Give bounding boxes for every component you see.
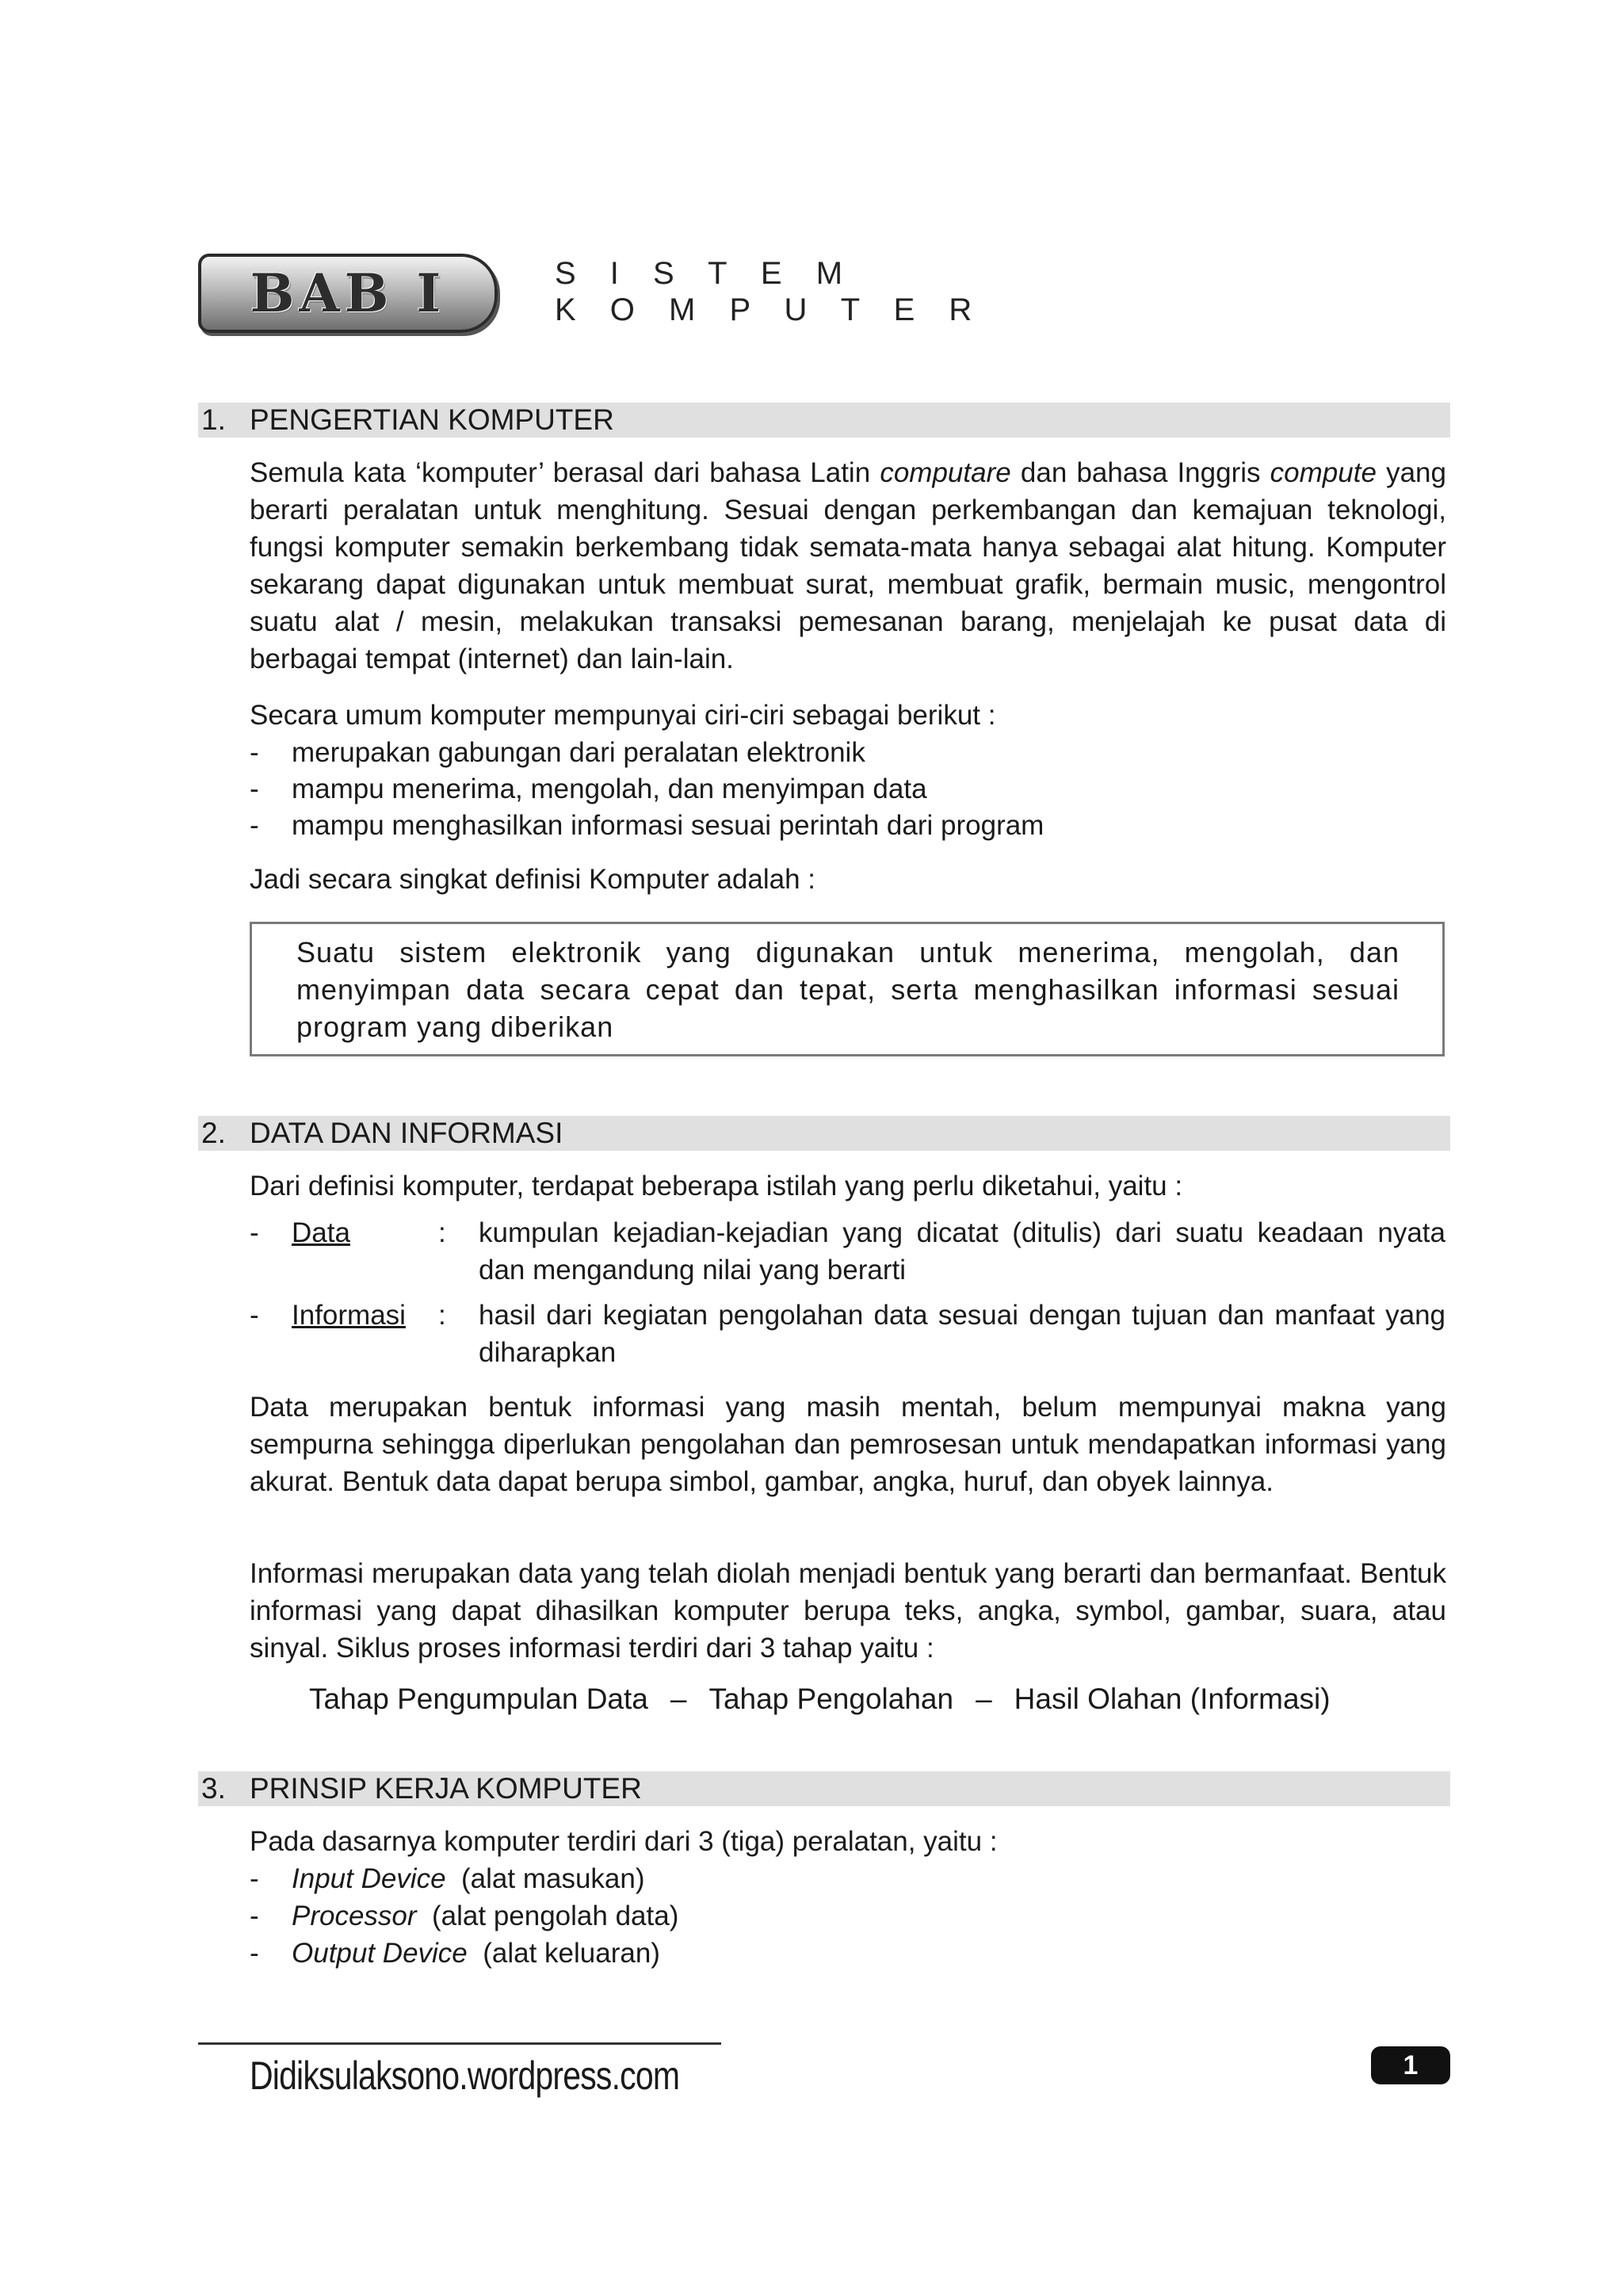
cycle-step-2: Tahap Pengolahan	[708, 1683, 954, 1715]
list-item: Output Device (alat keluaran)	[292, 1938, 660, 1969]
section-title: DATA DAN INFORMASI	[250, 1117, 563, 1149]
term-data-definition: kumpulan kejadian-kejadian yang dicatat (ditulis) dari suatu keadaan nyata dan mengandung nilai yang berarti	[479, 1217, 1445, 1286]
list-item: mampu menerima, mengolah, dan menyimpan data	[292, 774, 927, 804]
footer-site: Didiksulaksono.wordpress.com	[250, 2053, 680, 2098]
section-heading-2	[198, 1116, 1450, 1151]
section-title: PRINSIP KERJA KOMPUTER	[250, 1772, 642, 1805]
terms-intro: Dari definisi komputer, terdapat beberapa istilah yang perlu diketahui, yaitu :	[250, 1171, 1183, 1201]
list-item: merupakan gabungan dari peralatan elektronik	[292, 737, 865, 768]
chapter-badge-label: BAB I	[250, 262, 446, 324]
term-informasi-definition: hasil dari kegiatan pengolahan data sesuai dengan tujuan dan manfaat yang diharapkan	[479, 1300, 1445, 1368]
bullet-dash: -	[250, 1901, 259, 1931]
bullet-dash: -	[250, 737, 259, 768]
chapter-title-line2: K O M P U T E R	[555, 292, 985, 327]
section-number: 2.	[201, 1117, 226, 1149]
chapter-badge	[198, 254, 498, 333]
devices-intro: Pada dasarnya komputer terdiri dari 3 (tiga) peralatan, yaitu :	[250, 1826, 998, 1857]
chapter-title	[555, 255, 984, 328]
bullet-dash: -	[250, 1938, 259, 1969]
term-data: Data	[292, 1217, 350, 1248]
page-number: 1	[1371, 2046, 1450, 2084]
paragraph-informasi: Informasi merupakan data yang telah diolah menjadi bentuk yang berarti dan bermanfaat. Bentuk informasi yang dapat dihasilkan komputer berupa teks, angka, symbol, gambar, suara, atau sinyal. Siklus proses informasi terdiri dari 3 tahap yaitu :	[250, 1558, 1446, 1664]
features-intro: Secara umum komputer mempunyai ciri-ciri sebagai berikut :	[250, 700, 996, 731]
term-colon: :	[438, 1217, 446, 1248]
paragraph-data: Data merupakan bentuk informasi yang masih mentah, belum mempunyai makna yang sempurna sehingga diperlukan pengolahan dan pemrosesan untuk mendapatkan informasi yang akurat. Bentuk data dapat berupa simbol, gambar, angka, huruf, dan obyek lainnya.	[250, 1392, 1446, 1497]
bullet-dash: -	[250, 774, 259, 804]
bullet-dash: -	[250, 810, 259, 841]
bullet-dash: -	[250, 1863, 259, 1894]
term-informasi: Informasi	[292, 1300, 406, 1331]
cycle-step-3: Hasil Olahan (Informasi)	[1014, 1683, 1331, 1715]
section-number: 3.	[201, 1772, 226, 1805]
section-heading-3	[198, 1771, 1450, 1806]
definition-intro: Jadi secara singkat definisi Komputer adalah :	[250, 864, 816, 895]
cycle-separator: –	[976, 1683, 992, 1715]
cycle-separator: –	[670, 1683, 687, 1715]
footer-rule	[198, 2042, 721, 2045]
cycle-step-1: Tahap Pengumpulan Data	[309, 1683, 648, 1715]
definition-text: Suatu sistem elektronik yang digunakan untuk menerima, mengolah, dan menyimpan data secara cepat dan tepat, serta menghasilkan informasi sesuai program yang diberikan	[296, 936, 1400, 1043]
paragraph-komputer-origin: Semula kata ‘komputer’ berasal dari bahasa Latin computare dan bahasa Inggris compute yang berarti peralatan untuk menghitung. Sesuai dengan perkembangan dan kemajuan teknologi, fungsi komputer semakin berkembang tidak semata-mata hanya sebagai alat hitung. Komputer sekarang dapat digunakan untuk membuat surat, membuat grafik, bermain music, mengontrol suatu alat / mesin, melakukan transaksi pemesanan barang, menjelajah ke pusat data di berbagai tempat (internet) dan lain-lain.	[250, 457, 1446, 674]
term-colon: :	[438, 1300, 446, 1331]
section-number: 1.	[201, 403, 226, 436]
information-cycle	[309, 1680, 1331, 1717]
section-title: PENGERTIAN KOMPUTER	[250, 403, 614, 436]
bullet-dash: -	[250, 1217, 259, 1248]
section-heading-1	[198, 403, 1450, 437]
definition-box	[250, 922, 1445, 1056]
list-item: Input Device (alat masukan)	[292, 1863, 645, 1894]
list-item: Processor (alat pengolah data)	[292, 1901, 679, 1931]
list-item: mampu menghasilkan informasi sesuai perintah dari program	[292, 810, 1044, 841]
bullet-dash: -	[250, 1300, 259, 1331]
chapter-title-line1: S I S T E M	[555, 256, 856, 291]
